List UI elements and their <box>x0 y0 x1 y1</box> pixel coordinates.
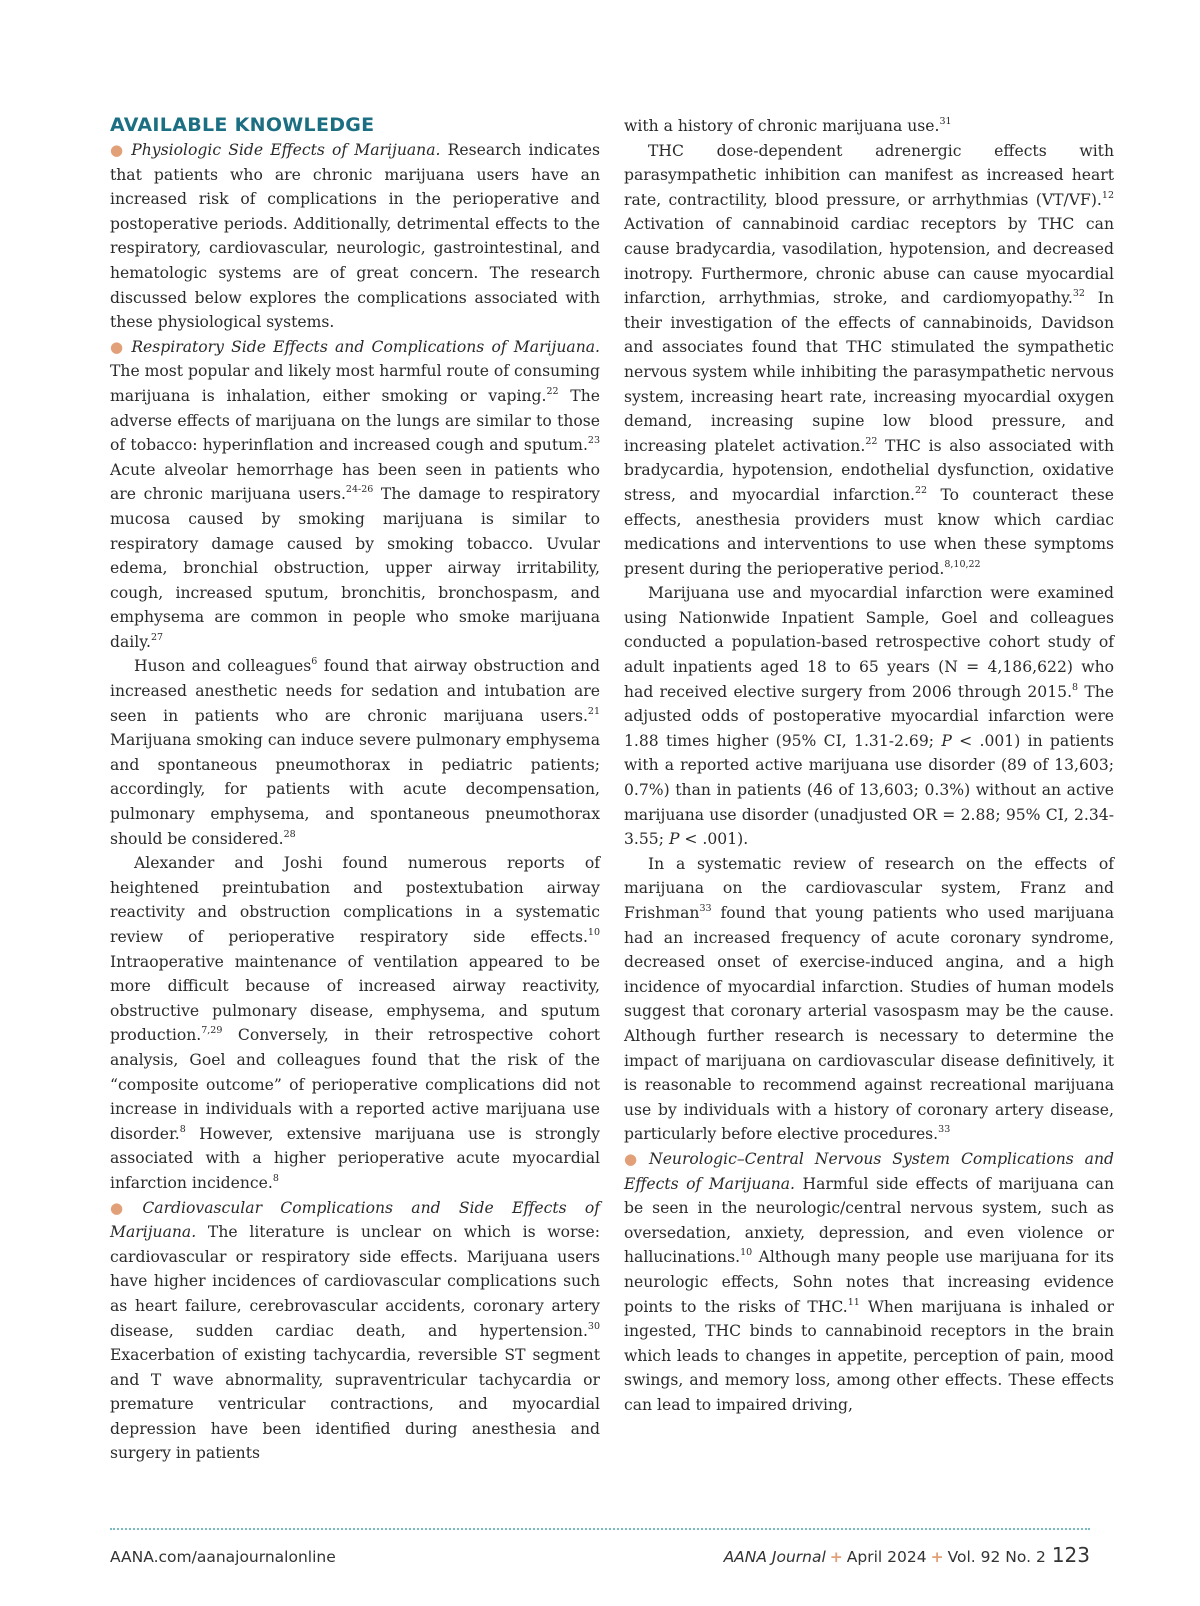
paragraph-physiologic: ● Physiologic Side Effects of Marijuana. Research indicates that patients who are chronic marijuana users have an increased risk of complications in the perioperative and postoperative periods. Additionally, detrimental effects to the respiratory, cardiovascular, neurologic, gastrointestinal, and hematologic systems are of great concern. The research discussed below explores the complications associated with these physiological systems. <box>110 141 601 332</box>
paragraph-continuation: with a history of chronic marijuana use.$^{31}$ <box>624 116 952 135</box>
citation: 30 <box>587 1320 600 1332</box>
citation: 27 <box>150 631 164 643</box>
citation: 21 <box>587 705 600 717</box>
citation: 22 <box>546 385 559 397</box>
citation: 22 <box>865 435 878 447</box>
citation: 32 <box>1072 288 1085 300</box>
citation: 33 <box>938 1124 951 1136</box>
citation: 8 <box>272 1172 279 1184</box>
journal-url-link[interactable]: AANA.com/aanajournalonline <box>110 1548 336 1566</box>
citation: 28 <box>283 828 296 840</box>
citation: 12 <box>1101 189 1114 201</box>
bullet-icon: ● <box>110 1198 137 1217</box>
paragraph-thc-adrenergic: THC dose-dependent adrenergic effects with parasympathetic inhibition can manifest as increased heart rate, contractility, blood pressure, or arrhythmias (VT/VF).$^{12}$ Activation of cannabinoid cardiac receptors by THC can cause bradycardia, vasodilation, hypotension, and decreased inotropy. Furthermore, chronic abuse can cause myocardial infarction, arrhythmias, stroke, and cardiomyopathy.$^{32}$ In their investigation of the effects of cannabinoids, Davidson and associates found that THC stimulated the sympathetic nervous system while inhibiting the parasympathetic nervous system, increasing heart rate, increasing myocardial oxygen demand, increasing supine low blood pressure, and increasing platelet activation.$^{22}$ THC is also associated with bradycardia, hypotension, endothelial dysfunction, oxidative stress, and myocardial infarction.$^{22}$ To counteract these effects, anesthesia providers must know which cardiac medications and interventions to use when these symptoms present during the perioperative period.$^{8,10,22}$ <box>624 141 1114 578</box>
paragraph-franz-frishman: In a systematic review of research on the effects of marijuana on the cardiovascular system, Franz and Frishman$^{33}$ found that young patients who used marijuana had an increased frequency of acute coronary syndrome, decreased onset of exercise-induced angina, and a high incidence of myocardial infarction. Studies of human models suggest that coronary arterial vasospasm may be the cause. Although further research is necessary to determine the impact of marijuana on cardiovascular disease definitively, it is reasonable to recommend against recreational marijuana use by individuals with a history of coronary artery disease, particularly before elective procedures.$^{33}$ <box>624 854 1114 1144</box>
citation: 33 <box>699 903 712 914</box>
paragraph-cardiovascular: ● Cardiovascular Complications and Side Effects of Marijuana. The literature is unclear on which is worse: cardiovascular or respiratory side effects. Marijuana users have higher incidences of cardiovascular complications such as heart failure, cerebrovascular accidents, coronary artery disease, sudden cardiac death, and hypertension.$^{30}$ Exacerbation of existing tachycardia, reversible ST segment and T wave abnormality, supraventricular tachycardia or premature ventricular contractions, and myocardial depression have been identified during anesthesia and surgery in patients <box>110 1198 600 1463</box>
subhead-neurologic: Neurologic–Central Nervous System Complications and Effects of Marijuana. <box>624 1149 1114 1193</box>
citation: 7,29 <box>201 1025 223 1037</box>
subhead-physiologic: Physiologic Side Effects of Marijuana. <box>131 141 441 159</box>
plus-icon: + <box>829 1548 843 1566</box>
volume-issue: Vol. 92 No. 2 <box>947 1548 1046 1566</box>
bullet-icon: ● <box>110 141 126 159</box>
page-number: 123 <box>1051 1543 1090 1567</box>
citation: 8,10,22 <box>944 558 981 570</box>
citation: 11 <box>847 1296 860 1308</box>
plus-icon: + <box>930 1548 944 1566</box>
subhead-cardiovascular: Cardiovascular Complications and Side Effects of Marijuana. <box>110 1198 600 1242</box>
citation: 8 <box>1072 681 1079 693</box>
right-column <box>624 114 1114 1417</box>
paragraph-alexander: Alexander and Joshi found numerous reports of heightened preintubation and postextubation airway reactivity and obstruction complications in a systematic review of perioperative respiratory side effects.$^{10}$ Intraoperative maintenance of ventilation appeared to be more difficult because of increased airway reactivity, obstructive pulmonary disease, emphysema, and sputum production.$^{7,29}$ Conversely, in their retrospective cohort analysis, Goel and colleagues found that the risk of the “composite outcome” of perioperative complications did not increase in individuals with a reported active marijuana use disorder.$^8$ However, extensive marijuana use is strongly associated with a higher perioperative acute myocardial infarction incidence.$^8$ <box>110 854 600 1192</box>
issue-date: April 2024 <box>846 1548 927 1566</box>
bullet-icon: ● <box>110 337 126 356</box>
paragraph-goel-study: Marijuana use and myocardial infarction were examined using Nationwide Inpatient Sample, Goel and colleagues conducted a population-based retrospective cohort study of adult inpatients aged 18 to 65 years (N = 4,186,622) who had received elective surgery from 2006 through 2015.$^8$ The adjusted odds of postoperative myocardial infarction were 1.88 times higher (95% CI, 1.31-2.69; P < .001) in patients with a reported active marijuana use disorder (89 of 13,603; 0.7%) than in patients (46 of 13,603; 0.3%) without an active marijuana use disorder (unadjusted OR = 2.88; 95% CI, 2.34-3.55; P < .001). <box>624 584 1114 849</box>
citation: 23 <box>587 435 600 447</box>
citation: 10 <box>740 1247 753 1259</box>
footer-divider <box>110 1528 1090 1530</box>
paragraph-huson: Huson and colleagues$^6$ found that airway obstruction and increased anesthetic needs for sedation and intubation are seen in patients who are chronic marijuana users.$^{21}$ Marijuana smoking can induce severe pulmonary emphysema and spontaneous pneumothorax in pediatric patients; accordingly, for patients with acute decompensation, pulmonary emphysema, and spontaneous pneumothorax should be considered.$^{28}$ <box>110 656 600 848</box>
bullet-icon: ● <box>624 1149 644 1168</box>
footer-citation <box>724 1543 1090 1567</box>
journal-name: AANA Journal <box>723 1548 826 1566</box>
subhead-respiratory: Respiratory Side Effects and Complications of Marijuana. <box>131 337 600 356</box>
citation: 6 <box>311 656 318 668</box>
citation: 10 <box>587 927 600 938</box>
citation: 31 <box>939 116 952 127</box>
citation: 22 <box>915 484 928 496</box>
paragraph-neurologic: ● Neurologic–Central Nervous System Complications and Effects of Marijuana. Harmful side effects of marijuana can be seen in the neurologic/central nervous system, such as oversedation, anxiety, depression, and even violence or hallucinations.$^{10}$ Although many people use marijuana for its neurologic effects, Sohn notes that increasing evidence points to the risks of THC.$^{11}$ When marijuana is inhaled or ingested, THC binds to cannabinoid receptors in the brain which leads to changes in appetite, perception of pain, mood swings, and memory loss, among other effects. These effects can lead to impaired driving, <box>624 1149 1114 1414</box>
citation: 8 <box>179 1123 186 1135</box>
citation: 24-26 <box>345 484 374 496</box>
paragraph-respiratory: ● Respiratory Side Effects and Complications of Marijuana. The most popular and likely most harmful route of consuming marijuana is inhalation, either smoking or vaping.$^{22}$ The adverse effects of marijuana on the lungs are similar to those of tobacco: hyperinflation and increased cough and sputum.$^{23}$ Acute alveolar hemorrhage has been seen in patients who are chronic marijuana users.$^{24-26}$ The damage to respiratory mucosa caused by smoking marijuana is similar to respiratory damage caused by smoking tobacco. Uvular edema, bronchial obstruction, upper airway irritability, cough, increased sputum, bronchitis, bronchospasm, and emphysema are common in people who smoke marijuana daily.$^{27}$ <box>110 337 601 651</box>
section-heading: AVAILABLE KNOWLEDGE <box>110 114 375 136</box>
left-column <box>110 114 600 1466</box>
